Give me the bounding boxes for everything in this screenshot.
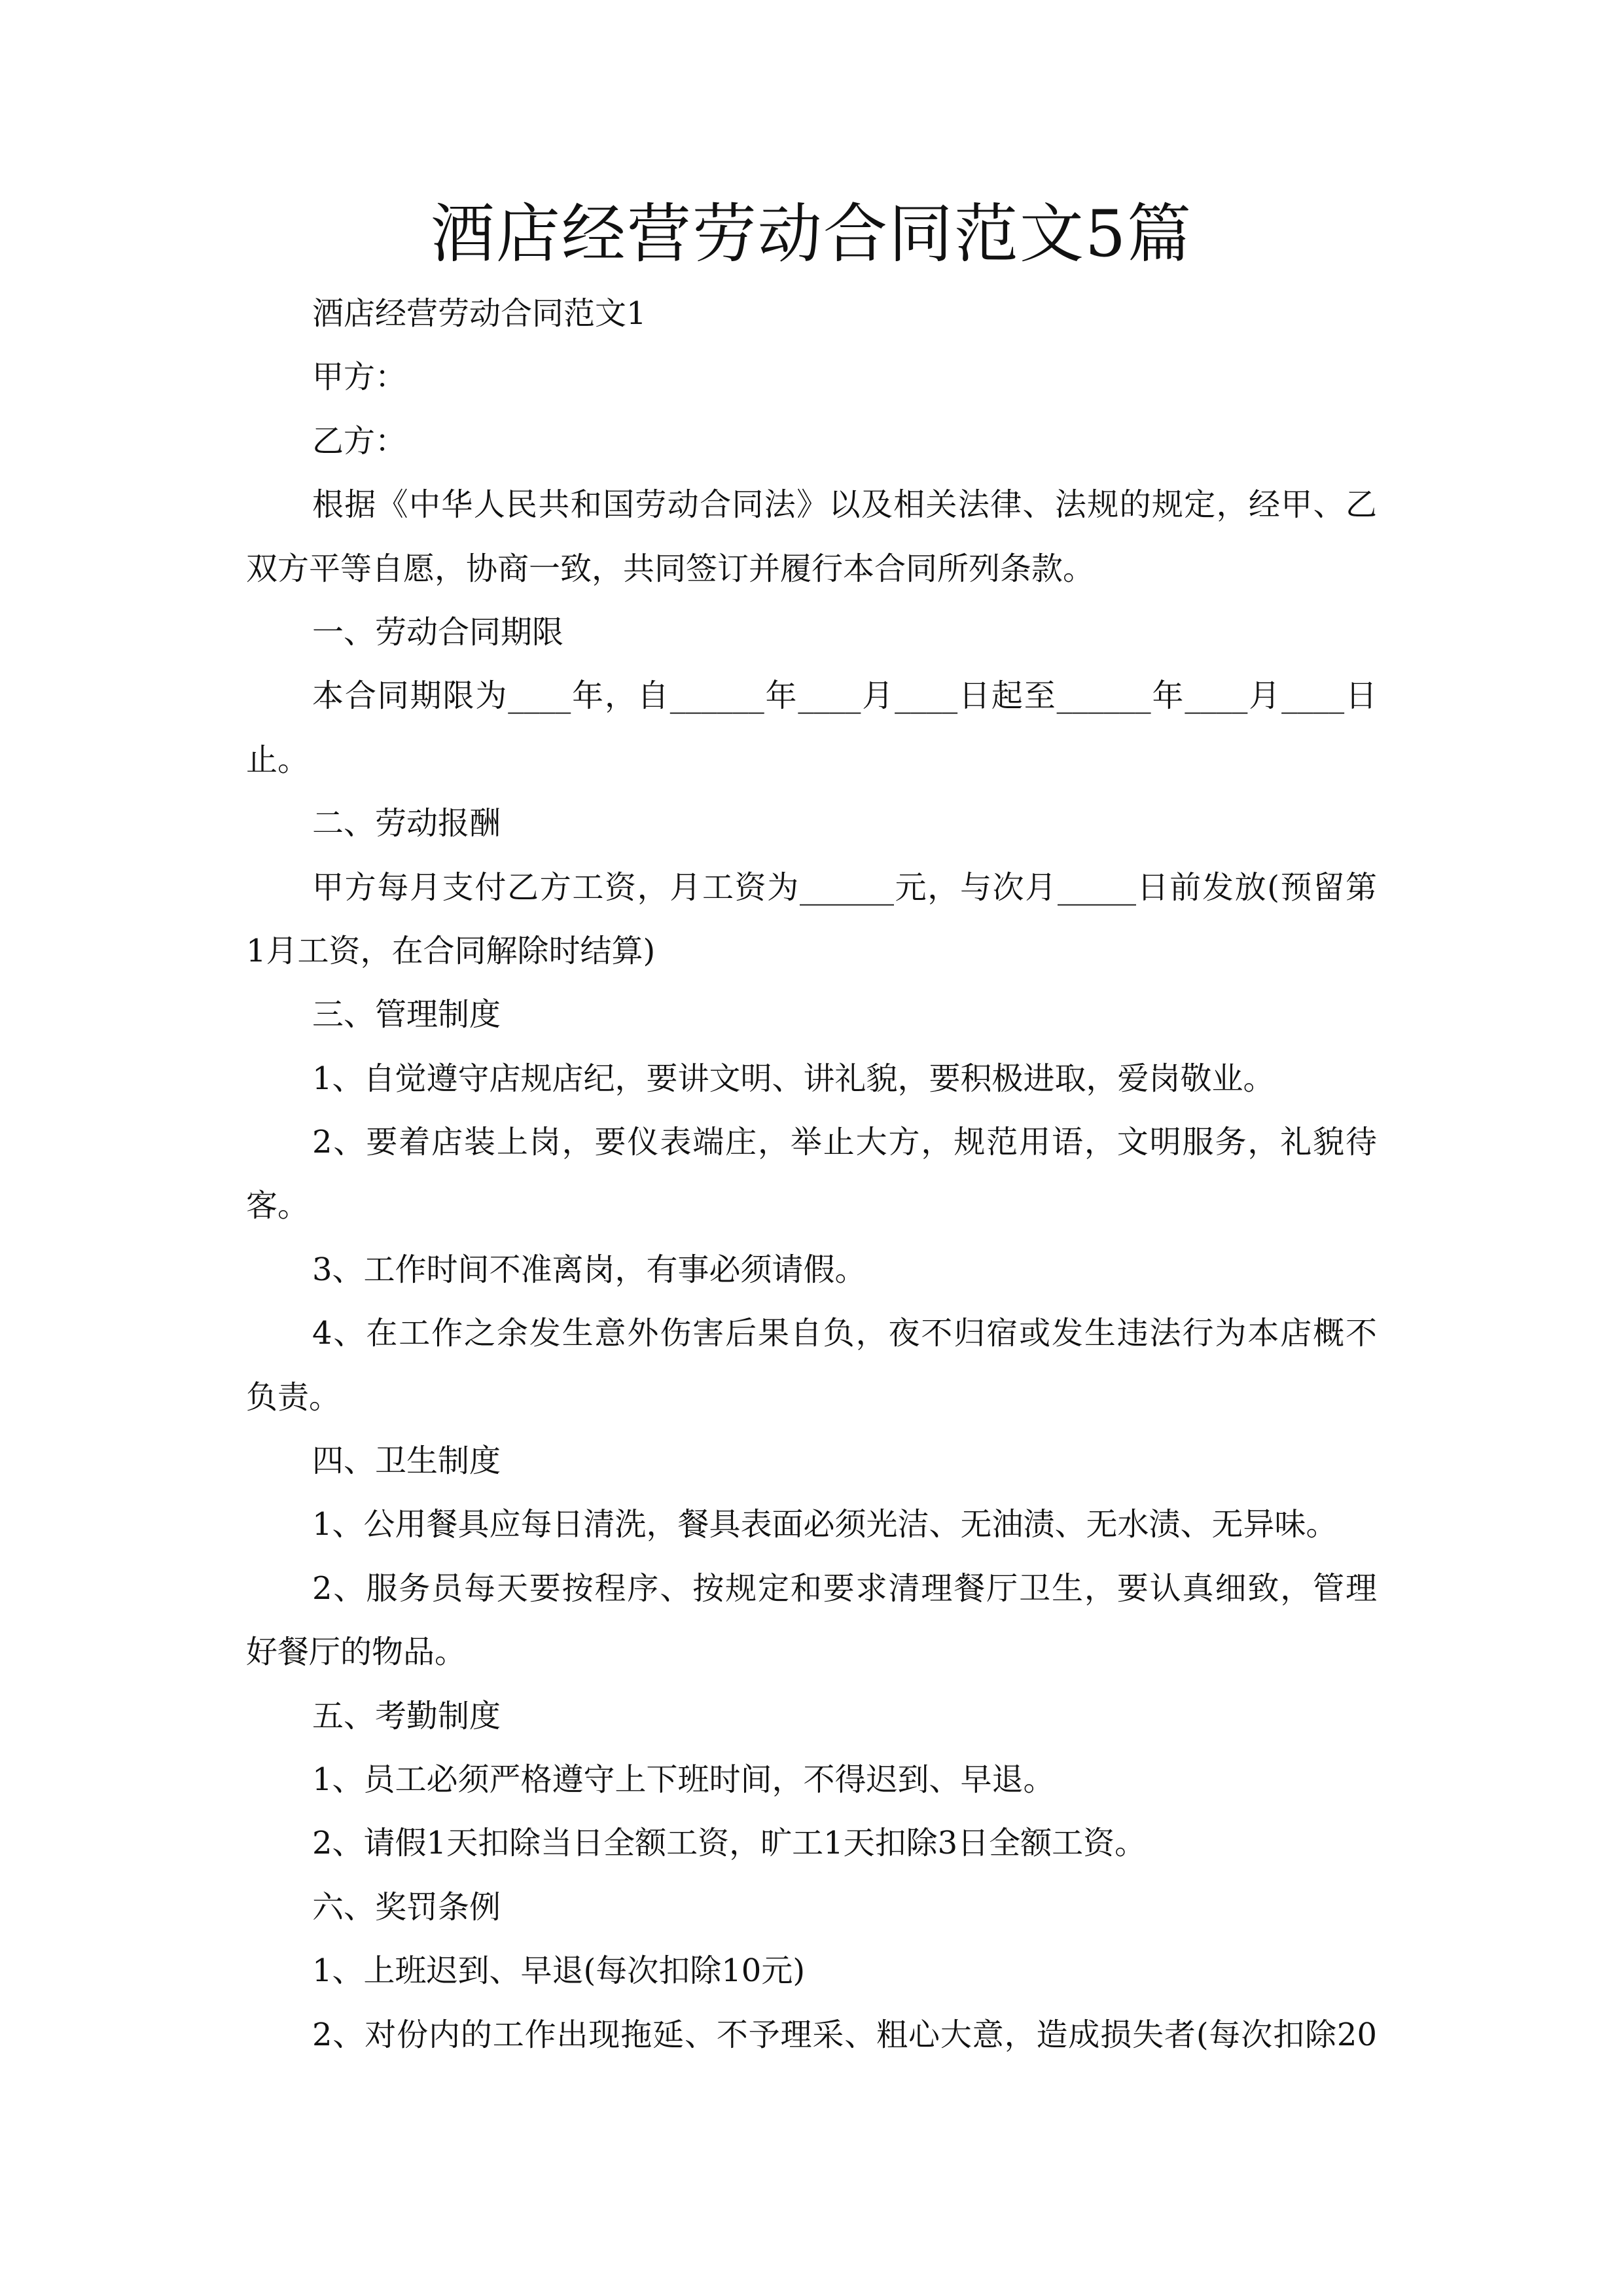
text-line: 1月工资，在合同解除时结算) (246, 932, 656, 969)
document-title: 酒店经营劳动合同范文5篇 (430, 197, 1193, 272)
text-line: 五、考勤制度 (312, 1697, 501, 1734)
text-line: 2、要着店装上岗，要仪表端庄，举止大方，规范用语，文明服务，礼貌待 (312, 1124, 1377, 1161)
text-line: 本合同期限为____年，自______年____月____日起至______年____月____日 (312, 677, 1377, 715)
text-line: 止。 (246, 741, 310, 778)
text-line: 2、请假1天扣除当日全额工资，旷工1天扣除3日全额工资。 (312, 1825, 1147, 1862)
document-body (246, 282, 1377, 2067)
text-line: 甲方每月支付乙方工资，月工资为______元，与次月_____日前发放(预留第 (312, 869, 1377, 906)
text-line: 好餐厅的物品。 (246, 1634, 467, 1671)
text-line: 乙方： (312, 422, 407, 459)
text-line: 客。 (246, 1187, 310, 1225)
text-line: 双方平等自愿，协商一致，共同签订并履行本合同所列条款。 (246, 550, 1095, 587)
text-line: 甲方： (312, 359, 407, 396)
text-line: 4、在工作之余发生意外伤害后果自负，夜不归宿或发生违法行为本店概不 (312, 1315, 1377, 1352)
text-line: 根据《中华人民共和国劳动合同法》以及相关法律、法规的规定，经甲、乙 (312, 486, 1377, 524)
text-line: 2、对份内的工作出现拖延、不予理采、粗心大意，造成损失者(每次扣除20 (312, 2016, 1377, 2053)
text-line: 1、自觉遵守店规店纪，要讲文明、讲礼貌，要积极进取，爱岗敬业。 (312, 1060, 1275, 1097)
text-line: 六、奖罚条例 (312, 1888, 501, 1926)
text-line: 1、上班迟到、早退(每次扣除10元) (312, 1952, 806, 1990)
text-line: 1、公用餐具应每日清洗，餐具表面必须光洁、无油渍、无水渍、无异味。 (312, 1506, 1338, 1543)
text-line: 三、管理制度 (312, 996, 501, 1033)
text-line: 负责。 (246, 1378, 341, 1416)
text-line: 3、工作时间不准离岗，有事必须请假。 (312, 1251, 866, 1288)
text-line: 1、员工必须严格遵守上下班时间，不得迟到、早退。 (312, 1761, 1055, 1798)
text-line: 二、劳动报酬 (312, 805, 501, 842)
text-line: 2、服务员每天要按程序、按规定和要求清理餐厅卫生，要认真细致，管理 (312, 1570, 1377, 1607)
text-line: 四、卫生制度 (312, 1443, 501, 1480)
text-line: 酒店经营劳动合同范文1 (312, 295, 647, 332)
text-line: 一、劳动合同期限 (312, 613, 564, 651)
